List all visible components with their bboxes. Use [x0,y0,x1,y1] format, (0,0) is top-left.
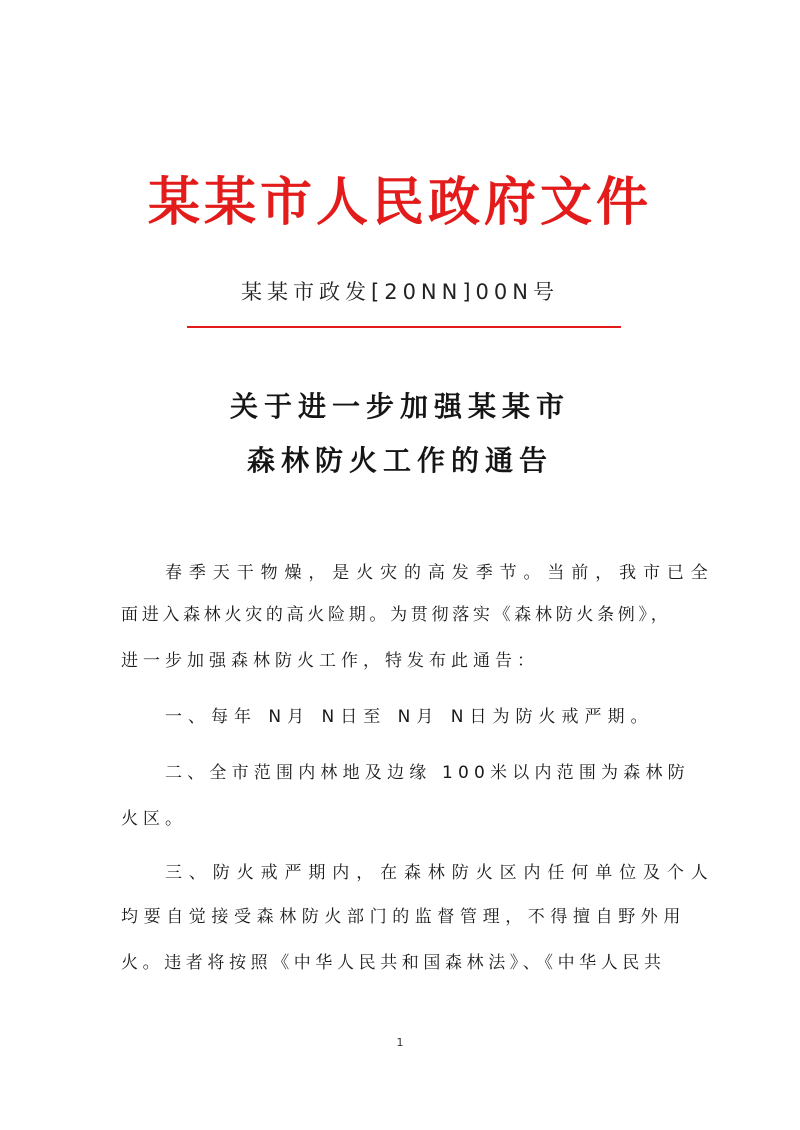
body-line-1: 春季天干物燥，是火灾的高发季节。当前，我市已全 [165,563,715,583]
body-line-4: 一、每年 N月 N日至 N月 N日为防火戒严期。 [165,707,654,727]
body-line-2: 面进入森林火灾的高火险期。为贯彻落实《森林防火条例》， [121,605,672,625]
issuer-masthead: 某某市人民政府文件 [147,173,652,233]
document-number: 某某市政发[20NN]00N号 [241,280,559,304]
page-number: 1 [396,1036,404,1049]
body-line-5: 二、全市范围内林地及边缘 100米以内范围为森林防 [165,763,690,783]
body-line-9: 火。违者将按照《中华人民共和国森林法》、《中华人民共 [121,953,666,973]
body-line-6: 火区。 [121,809,187,829]
body-line-3: 进一步加强森林防火工作，特发布此通告： [121,651,539,671]
red-divider [187,326,621,328]
document-title-line-1: 关于进一步加强某某市 [229,390,570,423]
body-line-8: 均要自觉接受森林防火部门的监督管理，不得擅自野外用 [121,907,686,927]
document-title-line-2: 森林防火工作的通告 [246,444,553,477]
body-line-7: 三、防火戒严期内，在森林防火区内任何单位及个人 [165,863,715,883]
